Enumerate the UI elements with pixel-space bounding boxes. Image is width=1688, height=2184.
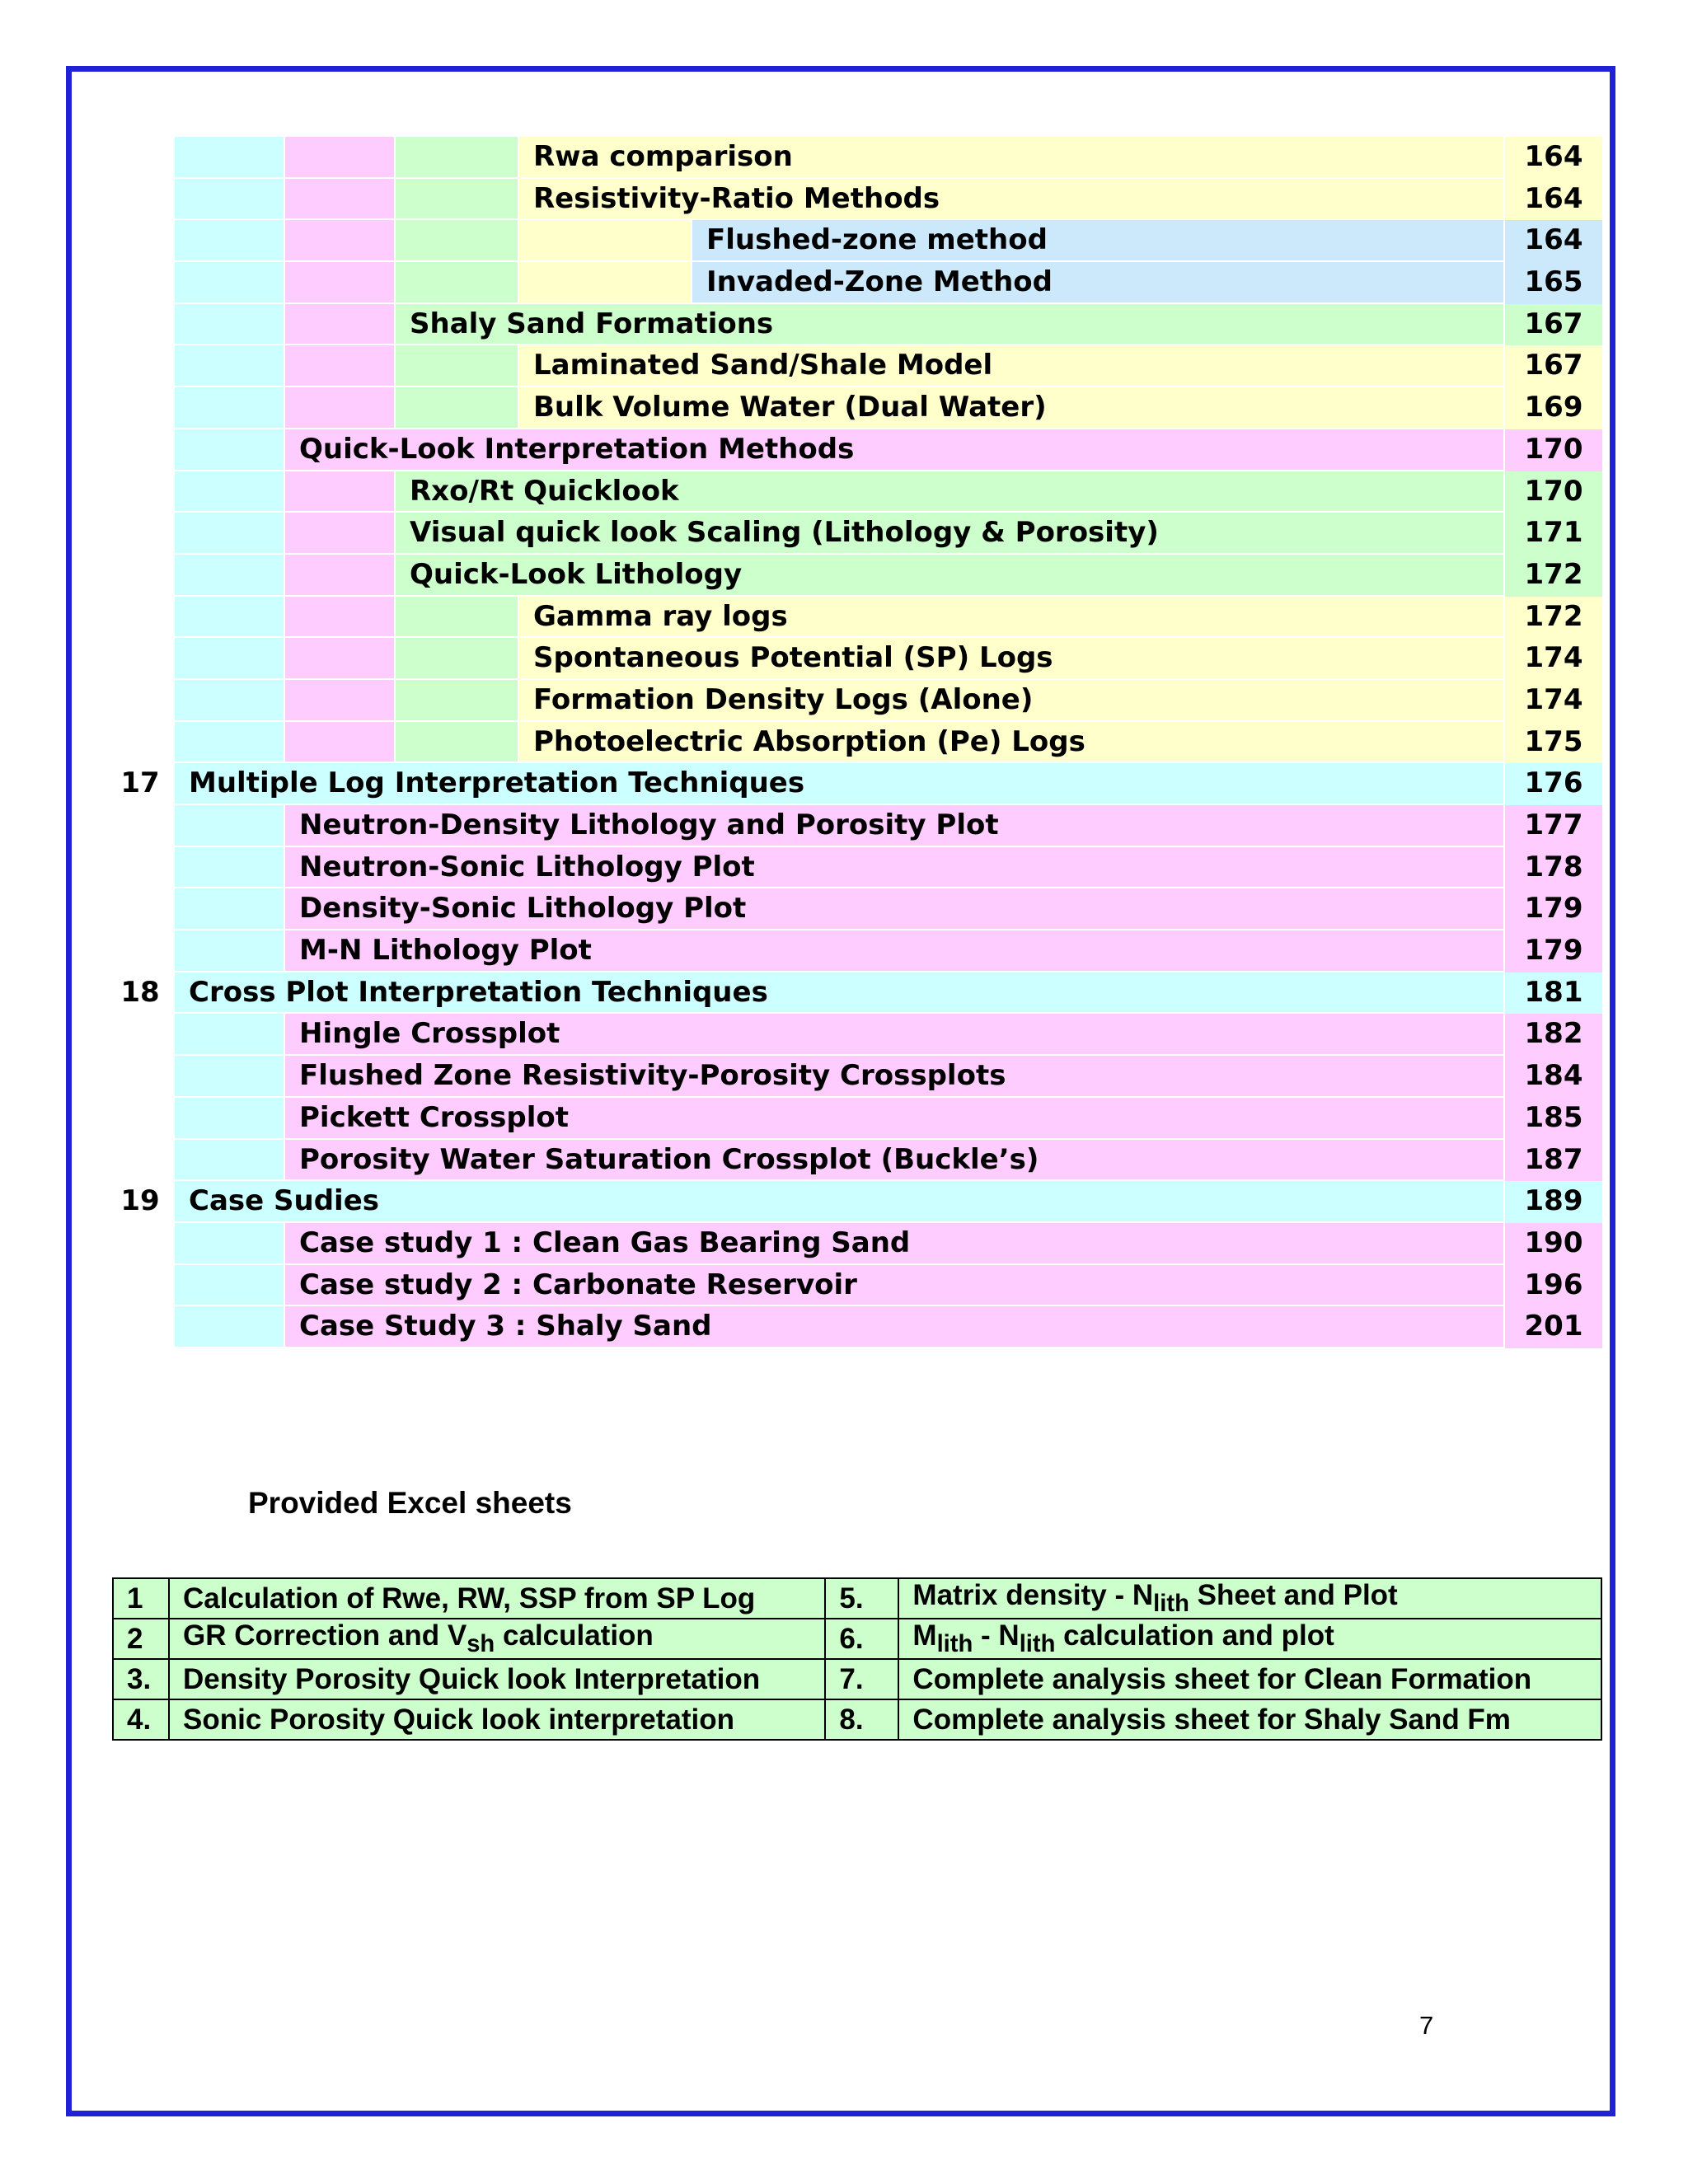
toc-row [106,1223,1602,1265]
toc-indent-cell [285,555,396,597]
toc-entry-page: 196 [1505,1265,1602,1307]
excel-item-number: 5. [825,1578,898,1619]
toc-row [106,763,1602,805]
toc-indent-cell [175,429,285,471]
toc-entry-title: Shaly Sand Formations [396,304,1505,346]
excel-item-number: 1 [113,1578,169,1619]
toc-indent-cell [175,1014,285,1056]
toc-row [106,1098,1602,1140]
toc-indent-cell [285,304,396,346]
toc-indent-cell [396,387,519,429]
toc-entry-title: Rwa comparison [519,137,1505,179]
toc-entry-page: 169 [1505,387,1602,429]
excel-sheets-table [112,1577,1602,1741]
toc-indent-cell [285,680,396,722]
toc-entry-page: 201 [1505,1306,1602,1348]
toc-indent-cell [175,220,285,262]
toc-row [106,888,1602,930]
toc-entry-title: Neutron-Sonic Lithology Plot [285,847,1505,889]
toc-row [106,1265,1602,1307]
toc-entry-page: 165 [1505,262,1602,304]
toc-entry-title: Visual quick look Scaling (Lithology & Porosity) [396,513,1505,555]
toc-indent-cell [519,220,692,262]
toc-indent-cell [175,1098,285,1140]
toc-indent-cell [175,1306,285,1348]
toc-entry-title: M-N Lithology Plot [285,930,1505,972]
toc-entry-title: Density-Sonic Lithology Plot [285,888,1505,930]
toc-entry-page: 171 [1505,513,1602,555]
toc-row [106,805,1602,847]
toc-entry-page: 184 [1505,1056,1602,1098]
toc-chapter-number: 19 [120,1184,160,1218]
excel-item-title: Matrix density - $N_{lith}$ Sheet and Plot [898,1578,1601,1619]
toc-indent-cell [175,805,285,847]
toc-indent-cell [285,345,396,387]
toc-row [106,220,1602,262]
toc-indent-cell [285,387,396,429]
toc-row [106,304,1602,346]
toc-indent-cell [396,262,519,304]
toc-entry-title: Spontaneous Potential (SP) Logs [519,638,1505,680]
toc-entry-page: 175 [1505,722,1602,764]
toc-indent-cell [175,597,285,639]
toc-entry-title: Case Sudies [175,1181,1505,1223]
toc-indent-cell [175,1056,285,1098]
toc-entry-page: 164 [1505,137,1602,179]
excel-item-title: Sonic Porosity Quick look interpretation [169,1699,825,1740]
toc-entry-title: Quick-Look Interpretation Methods [285,429,1505,471]
toc-indent-cell [175,847,285,889]
toc-entry-page: 181 [1505,972,1602,1015]
toc-indent-cell [175,137,285,179]
toc-entry-page: 164 [1505,179,1602,221]
toc-entry-page: 179 [1505,930,1602,972]
toc-indent-cell [175,345,285,387]
toc-row [106,137,1602,179]
toc-indent-cell [175,471,285,513]
toc-entry-title: Photoelectric Absorption (Pe) Logs [519,722,1505,764]
toc-row [106,597,1602,639]
excel-sheets-heading: Provided Excel sheets [248,1486,572,1520]
toc-entry-title: Multiple Log Interpretation Techniques [175,763,1505,805]
toc-entry-page: 185 [1505,1098,1602,1140]
toc-indent-cell [285,722,396,764]
toc-entry-title: Gamma ray logs [519,597,1505,639]
excel-item-title: Complete analysis sheet for Clean Formation [898,1659,1601,1699]
toc-entry-page: 182 [1505,1014,1602,1056]
excel-row [113,1699,1601,1740]
excel-row [113,1578,1601,1619]
toc-indent-cell [519,262,692,304]
toc-entry-title: Porosity Water Saturation Crossplot (Buckle’s) [285,1140,1505,1182]
toc-row [106,1056,1602,1098]
toc-indent-cell [175,304,285,346]
toc-entry-title: Hingle Crossplot [285,1014,1505,1056]
toc-entry-page: 170 [1505,429,1602,471]
toc-row [106,429,1602,471]
toc-entry-title: Flushed Zone Resistivity-Porosity Crossplots [285,1056,1505,1098]
toc-chapter-number: 18 [120,975,160,1009]
toc-row [106,722,1602,764]
toc-indent-cell [175,722,285,764]
toc-entry-title: Bulk Volume Water (Dual Water) [519,387,1505,429]
toc-indent-cell [396,722,519,764]
toc-row [106,555,1602,597]
toc-indent-cell [396,345,519,387]
toc-row [106,638,1602,680]
toc-indent-cell [396,680,519,722]
toc-entry-title: Case study 2 : Carbonate Reservoir [285,1265,1505,1307]
toc-row [106,513,1602,555]
toc-entry-page: 178 [1505,847,1602,889]
excel-item-number: 2 [113,1619,169,1659]
page-number: 7 [1419,2011,1434,2040]
toc-entry-title: Flushed-zone method [692,220,1505,262]
excel-row [113,1659,1601,1699]
toc-row [106,262,1602,304]
toc-row [106,345,1602,387]
toc-row [106,1181,1602,1223]
toc-indent-cell [175,179,285,221]
toc-indent-cell [396,179,519,221]
toc-row [106,471,1602,513]
toc-row [106,1140,1602,1182]
toc-indent-cell [175,555,285,597]
toc-indent-cell [285,471,396,513]
excel-row [113,1619,1601,1659]
toc-row [106,387,1602,429]
excel-item-title: Density Porosity Quick look Interpretation [169,1659,825,1699]
toc-entry-page: 167 [1505,304,1602,346]
toc-row [106,1014,1602,1056]
toc-entry-title: Invaded-Zone Method [692,262,1505,304]
toc-indent-cell [396,137,519,179]
toc-entry-title: Cross Plot Interpretation Techniques [175,972,1505,1015]
toc-entry-page: 172 [1505,597,1602,639]
toc-entry-page: 172 [1505,555,1602,597]
toc-entry-page: 174 [1505,680,1602,722]
table-of-contents [106,137,1602,1348]
toc-indent-cell [175,262,285,304]
excel-item-title: Complete analysis sheet for Shaly Sand Fm [898,1699,1601,1740]
toc-indent-cell [175,680,285,722]
excel-item-title: GR Correction and $V_{sh}$ calculation [169,1619,825,1659]
toc-indent-cell [285,220,396,262]
toc-entry-title: Rxo/Rt Quicklook [396,471,1505,513]
toc-entry-page: 176 [1505,763,1602,805]
toc-indent-cell [285,513,396,555]
toc-entry-title: Formation Density Logs (Alone) [519,680,1505,722]
toc-indent-cell [175,387,285,429]
excel-item-number: 7. [825,1659,898,1699]
toc-entry-page: 187 [1505,1140,1602,1182]
toc-entry-title: Laminated Sand/Shale Model [519,345,1505,387]
toc-entry-page: 177 [1505,805,1602,847]
toc-chapter-number: 17 [120,766,160,800]
toc-indent-cell [285,137,396,179]
toc-row [106,680,1602,722]
excel-item-number: 4. [113,1699,169,1740]
toc-indent-cell [175,888,285,930]
toc-entry-title: Resistivity-Ratio Methods [519,179,1505,221]
toc-entry-title: Case study 1 : Clean Gas Bearing Sand [285,1223,1505,1265]
toc-entry-page: 170 [1505,471,1602,513]
toc-entry-page: 164 [1505,220,1602,262]
toc-indent-cell [175,1265,285,1307]
toc-indent-cell [175,513,285,555]
toc-indent-cell [396,597,519,639]
excel-item-title: $M_{lith} - N_{lith}$ calculation and plot [898,1619,1601,1659]
toc-indent-cell [285,262,396,304]
toc-entry-title: Pickett Crossplot [285,1098,1505,1140]
toc-indent-cell [175,638,285,680]
toc-indent-cell [285,179,396,221]
toc-indent-cell [175,930,285,972]
toc-entry-page: 179 [1505,888,1602,930]
toc-entry-title: Quick-Look Lithology [396,555,1505,597]
toc-indent-cell [175,1223,285,1265]
toc-row [106,972,1602,1015]
toc-entry-title: Neutron-Density Lithology and Porosity Plot [285,805,1505,847]
toc-indent-cell [175,1140,285,1182]
toc-entry-page: 167 [1505,345,1602,387]
toc-row [106,847,1602,889]
toc-row [106,930,1602,972]
toc-entry-page: 174 [1505,638,1602,680]
toc-indent-cell [396,220,519,262]
toc-entry-page: 190 [1505,1223,1602,1265]
toc-row [106,179,1602,221]
excel-item-number: 6. [825,1619,898,1659]
toc-row [106,1306,1602,1348]
excel-item-number: 8. [825,1699,898,1740]
excel-item-title: Calculation of Rwe, RW, SSP from SP Log [169,1578,825,1619]
excel-item-number: 3. [113,1659,169,1699]
toc-indent-cell [285,597,396,639]
toc-indent-cell [285,638,396,680]
toc-entry-page: 189 [1505,1181,1602,1223]
toc-indent-cell [396,638,519,680]
toc-entry-title: Case Study 3 : Shaly Sand [285,1306,1505,1348]
